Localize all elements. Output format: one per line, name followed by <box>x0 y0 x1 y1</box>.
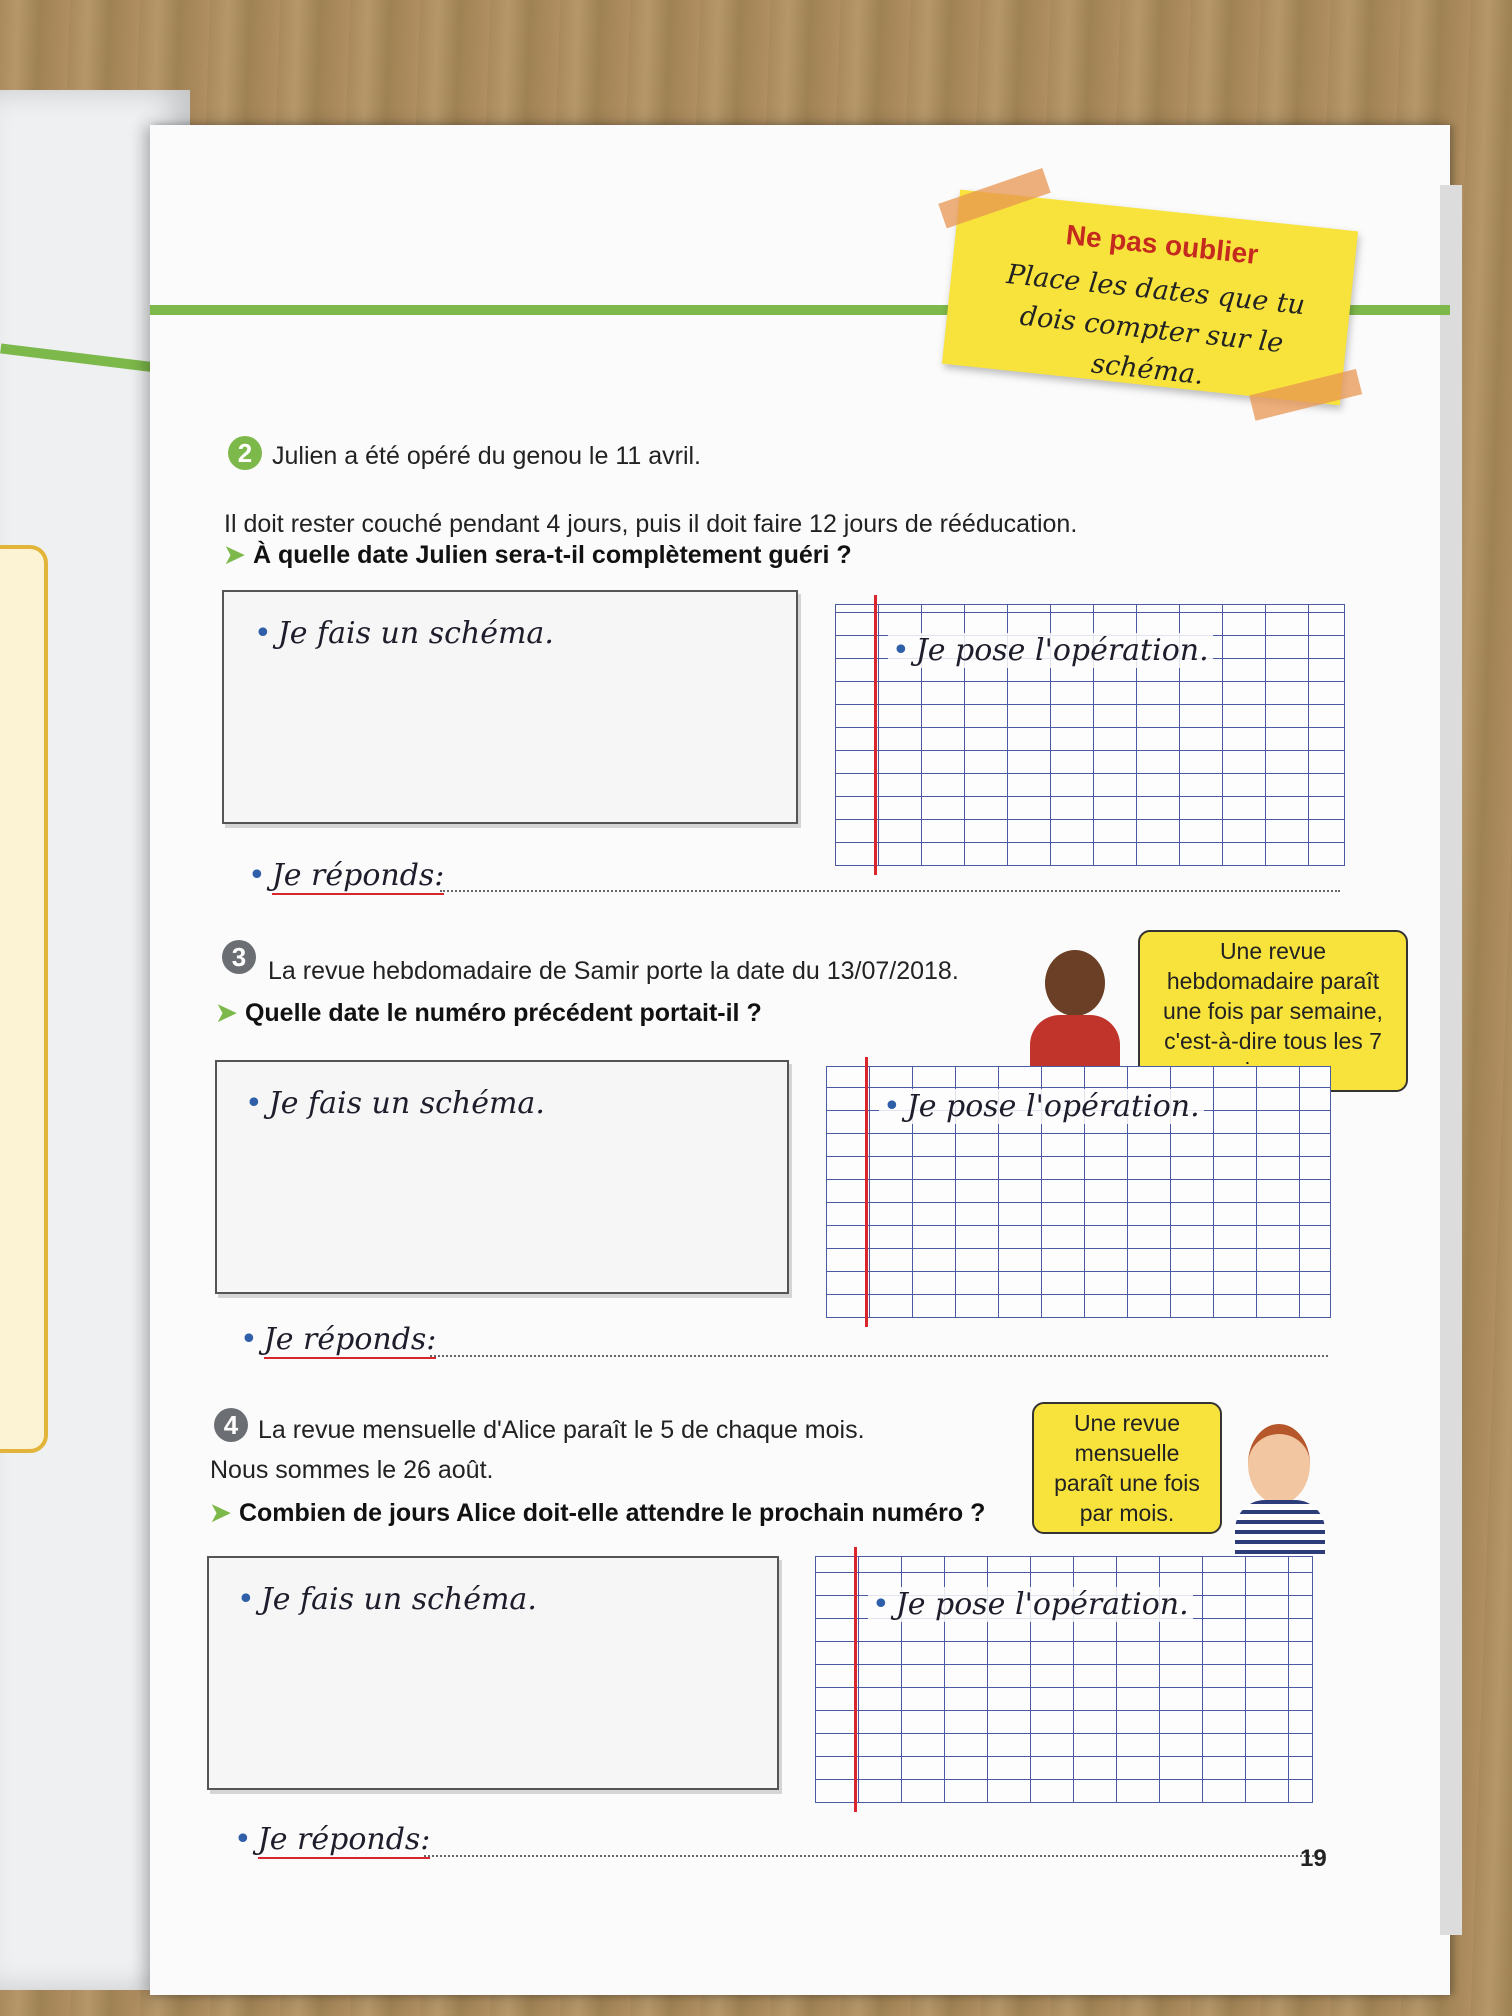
question-text: À quelle date Julien sera-t-il complètement guéri ? <box>252 541 852 569</box>
schema-box[interactable] <box>207 1556 779 1790</box>
page-edge <box>1440 185 1462 1935</box>
exercise-question <box>210 1498 985 1528</box>
answer-label-text: Je réponds: <box>263 1322 437 1357</box>
operation-grid[interactable] <box>815 1556 1313 1803</box>
answer-line[interactable] <box>440 890 1340 892</box>
exercise-question <box>224 540 852 570</box>
answer-line[interactable] <box>430 1355 1328 1357</box>
reminder-title: Ne pas oublier <box>1064 218 1260 270</box>
arrow-right-icon: ➤ <box>216 999 237 1027</box>
page-number: 19 <box>1300 1845 1327 1872</box>
bullet-icon: • <box>237 1582 255 1617</box>
exercise-number: 4 <box>214 1408 248 1442</box>
arrow-right-icon: ➤ <box>224 541 245 569</box>
boy-head <box>1248 1424 1310 1504</box>
girl-head <box>1045 950 1105 1016</box>
bullet-icon: • <box>240 1322 258 1357</box>
operation-grid[interactable] <box>835 604 1345 866</box>
grid-margin-line <box>874 595 877 875</box>
exercise-text: Julien a été opéré du genou le 11 avril. <box>272 442 702 470</box>
schema-box[interactable] <box>222 590 798 824</box>
answer-label <box>240 1322 436 1357</box>
exercise-text: Il doit rester couché pendant 4 jours, puis il doit faire 12 jours de rééducation. <box>224 510 1078 538</box>
left-page-yellow-panel <box>0 545 48 1453</box>
answer-label-text: Je réponds: <box>257 1822 431 1857</box>
answer-label <box>248 858 444 893</box>
boy-character <box>1230 1420 1330 1560</box>
boy-body <box>1235 1500 1325 1560</box>
grid-margin-line <box>854 1547 857 1812</box>
answer-label-text: Je réponds: <box>271 858 445 893</box>
exercise-number: 2 <box>228 436 262 470</box>
exercise-question <box>216 998 762 1028</box>
hint-bubble: Une revue mensuelle paraît une fois par mois. <box>1032 1402 1222 1534</box>
schema-label-text: Je fais un schéma. <box>260 1582 537 1617</box>
bullet-icon: • <box>883 1089 901 1124</box>
answer-label <box>234 1822 430 1857</box>
operation-grid[interactable] <box>826 1066 1331 1318</box>
schema-label-text: Je fais un schéma. <box>277 616 554 651</box>
answer-line[interactable] <box>424 1855 1314 1857</box>
question-text: Combien de jours Alice doit-elle attendre le prochain numéro ? <box>238 1499 986 1527</box>
bullet-icon: • <box>234 1822 252 1857</box>
bullet-icon: • <box>245 1086 263 1121</box>
operation-label-text: Je pose l'opération. <box>915 633 1209 668</box>
operation-label-text: Je pose l'opération. <box>895 1587 1189 1622</box>
schema-label <box>237 1582 537 1617</box>
operation-label <box>868 1587 1193 1622</box>
exercise-text: La revue mensuelle d'Alice paraît le 5 de chaque mois. <box>258 1416 865 1444</box>
exercise-text: La revue hebdomadaire de Samir porte la date du 13/07/2018. <box>268 957 959 985</box>
girl-character <box>1025 945 1125 1080</box>
schema-label <box>245 1086 545 1121</box>
bullet-icon: • <box>892 633 910 668</box>
hint-bubble: Une revue hebdomadaire paraît une fois par semaine, c'est-à-dire tous les 7 <box>1138 930 1408 1092</box>
question-text: Quelle date le numéro précédent portait-il ? <box>244 999 762 1027</box>
reminder-text: Place les dates que tu dois compter sur le schéma. <box>1005 258 1307 391</box>
operation-label <box>879 1089 1204 1124</box>
exercise-text: Nous sommes le 26 août. <box>210 1456 494 1484</box>
bullet-icon: • <box>254 616 272 651</box>
arrow-right-icon: ➤ <box>210 1499 231 1527</box>
exercise-number: 3 <box>222 940 256 974</box>
bullet-icon: • <box>872 1587 890 1622</box>
schema-label <box>254 616 554 651</box>
schema-box[interactable] <box>215 1060 789 1294</box>
grid-margin-line <box>865 1057 868 1327</box>
schema-label-text: Je fais un schéma. <box>268 1086 545 1121</box>
bullet-icon: • <box>248 858 266 893</box>
operation-label-text: Je pose l'opération. <box>906 1089 1200 1124</box>
operation-label <box>888 633 1213 668</box>
